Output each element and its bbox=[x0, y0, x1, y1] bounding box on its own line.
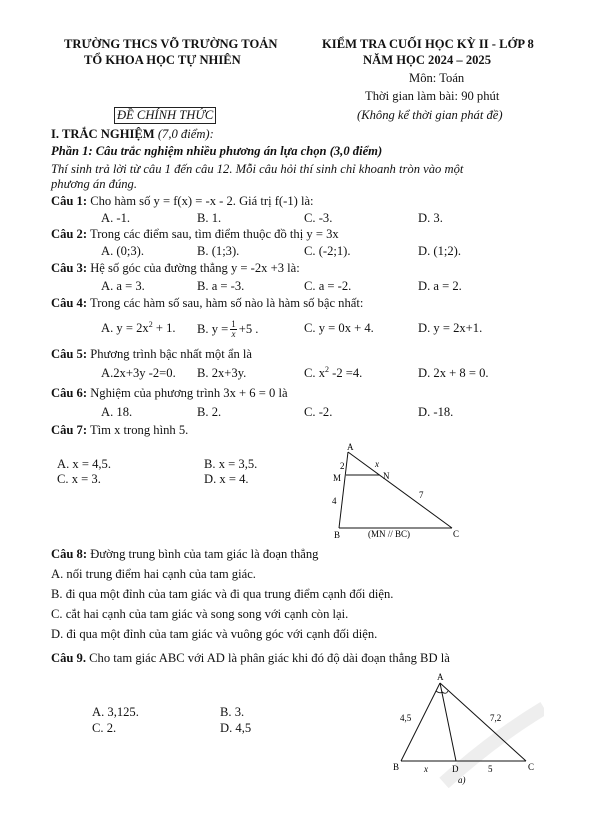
question-4 bbox=[51, 296, 363, 311]
length-an: x bbox=[375, 459, 379, 469]
denominator: x bbox=[231, 328, 236, 339]
q3-option-b[interactable]: B. a = -3. bbox=[197, 279, 245, 293]
figure-a-bisector-triangle bbox=[384, 668, 544, 788]
q4-option-c[interactable]: C. y = 0x + 4. bbox=[304, 321, 374, 335]
question-label: Câu 1: bbox=[51, 194, 88, 208]
department-name: TỔ KHOA HỌC TỰ NHIÊN bbox=[84, 53, 241, 67]
q1-option-c[interactable]: C. -3. bbox=[304, 211, 333, 225]
q6-option-b[interactable]: B. 2. bbox=[197, 405, 222, 419]
question-label: Câu 3: bbox=[51, 261, 88, 275]
vertex-b-label: B bbox=[334, 530, 341, 540]
duration: Thời gian làm bài: 90 phút bbox=[365, 89, 500, 103]
q1-option-a[interactable]: A. -1. bbox=[101, 211, 131, 225]
side-ac bbox=[348, 452, 452, 528]
question-label: Câu 8: bbox=[51, 547, 88, 561]
q5-option-b[interactable]: B. 2x+3y. bbox=[197, 366, 247, 380]
q7-option-b[interactable]: B. x = 3,5. bbox=[204, 457, 258, 471]
q9-option-d[interactable]: D. 4,5 bbox=[220, 721, 252, 735]
section-heading bbox=[51, 127, 214, 142]
length-bd: x bbox=[424, 764, 428, 774]
point-n-label: N bbox=[383, 471, 390, 481]
question-label: Câu 9. bbox=[51, 651, 86, 665]
point-m-label: M bbox=[333, 473, 342, 483]
q2-option-d[interactable]: D. (1;2). bbox=[418, 244, 462, 258]
q4-option-a[interactable] bbox=[101, 321, 176, 336]
question-8 bbox=[51, 547, 318, 562]
q5-option-c[interactable] bbox=[304, 366, 362, 381]
q6-option-a[interactable]: A. 18. bbox=[101, 405, 133, 419]
exponent: 2 bbox=[325, 365, 329, 374]
question-text: Cho hàm số y = f(x) = -x - 2. Giá trị f(-1) là: bbox=[90, 194, 314, 208]
length-nc: 7 bbox=[419, 490, 424, 500]
question-9 bbox=[51, 651, 450, 666]
vertex-c-label: C bbox=[453, 529, 460, 539]
part1-title: Phần 1: Câu trắc nghiệm nhiều phương án lựa chọn (3,0 điểm) bbox=[51, 144, 383, 158]
vertex-a-label: A bbox=[437, 672, 444, 682]
q3-option-d[interactable]: D. a = 2. bbox=[418, 279, 462, 293]
q7-option-d[interactable]: D. x = 4. bbox=[204, 472, 249, 486]
section-points: (7,0 điểm): bbox=[157, 127, 214, 141]
option-text: A. y = 2x bbox=[101, 321, 149, 335]
angle-mark-right bbox=[442, 691, 448, 693]
q8-option-b[interactable]: B. đi qua một đỉnh của tam giác và đi qua trung điểm cạnh đối diện. bbox=[51, 587, 394, 601]
q1-option-b[interactable]: B. 1. bbox=[197, 211, 222, 225]
question-text: Tìm x trong hình 5. bbox=[89, 423, 189, 437]
question-label: Câu 4: bbox=[51, 296, 88, 310]
q6-option-d[interactable]: D. -18. bbox=[418, 405, 454, 419]
fraction bbox=[230, 320, 237, 339]
question-2 bbox=[51, 227, 339, 242]
option-text: +5 . bbox=[238, 321, 259, 336]
duration-note: (Không kể thời gian phát đề) bbox=[357, 108, 503, 122]
q2-option-b[interactable]: B. (1;3). bbox=[197, 244, 240, 258]
point-d-label: D bbox=[452, 764, 459, 774]
length-ac: 7,2 bbox=[490, 713, 502, 723]
option-text: B. y = bbox=[197, 321, 229, 336]
length-ab: 4,5 bbox=[400, 713, 412, 723]
q7-option-a[interactable]: A. x = 4,5. bbox=[57, 457, 111, 471]
q9-option-c[interactable]: C. 2. bbox=[92, 721, 117, 735]
q5-option-d[interactable]: D. 2x + 8 = 0. bbox=[418, 366, 489, 380]
vertex-b-label: B bbox=[393, 762, 400, 772]
question-5 bbox=[51, 347, 252, 362]
q7-option-c[interactable]: C. x = 3. bbox=[57, 472, 101, 486]
q8-option-a[interactable]: A. nối trung điểm hai cạnh của tam giác. bbox=[51, 567, 256, 581]
q4-option-d[interactable]: D. y = 2x+1. bbox=[418, 321, 483, 335]
q4-option-b[interactable] bbox=[197, 315, 258, 343]
question-text: Đường trung bình của tam giác là đoạn thẳng bbox=[90, 547, 319, 561]
school-name: TRƯỜNG THCS VÕ TRƯỜNG TOẢN bbox=[64, 37, 278, 51]
parallel-note: (MN // BC) bbox=[368, 529, 411, 539]
instruction-line-2: phương án đúng. bbox=[51, 177, 138, 191]
q3-option-a[interactable]: A. a = 3. bbox=[101, 279, 145, 293]
instruction-line-1: Thí sinh trả lời từ câu 1 đến câu 12. Mỗi câu hỏi thí sinh chỉ khoanh tròn vào một bbox=[51, 162, 464, 176]
subject: Môn: Toán bbox=[409, 71, 465, 85]
q1-option-d[interactable]: D. 3. bbox=[418, 211, 443, 225]
exam-title: KIỂM TRA CUỐI HỌC KỲ II - LỚP 8 bbox=[322, 37, 534, 51]
question-text: Trong các điểm sau, tìm điểm thuộc đồ thị y = 3x bbox=[89, 227, 339, 241]
numerator: 1 bbox=[231, 318, 236, 329]
option-text: + 1. bbox=[152, 321, 176, 335]
official-exam-stamp: ĐỀ CHÍNH THỨC bbox=[114, 107, 216, 124]
vertex-a-label: A bbox=[347, 442, 354, 452]
question-3 bbox=[51, 261, 300, 276]
length-am: 2 bbox=[340, 461, 345, 471]
q8-option-c[interactable]: C. cắt hai cạnh của tam giác và song song với cạnh còn lại. bbox=[51, 607, 349, 621]
q5-option-a[interactable]: A.2x+3y -2=0. bbox=[101, 366, 176, 380]
question-6 bbox=[51, 386, 288, 401]
question-label: Câu 5: bbox=[51, 347, 88, 361]
question-text: Nghiệm của phương trình 3x + 6 = 0 là bbox=[90, 386, 288, 400]
question-text: Phương trình bậc nhất một ẩn là bbox=[90, 347, 252, 361]
q9-option-a[interactable]: A. 3,125. bbox=[92, 705, 139, 719]
q8-option-d[interactable]: D. đi qua một đỉnh của tam giác và vuông góc với cạnh đối diện. bbox=[51, 627, 378, 641]
question-text: Trong các hàm số sau, hàm số nào là hàm số bậc nhất: bbox=[89, 296, 364, 310]
q2-option-a[interactable]: A. (0;3). bbox=[101, 244, 145, 258]
question-text: Hệ số góc của đường thẳng y = -2x +3 là: bbox=[90, 261, 300, 275]
option-text: -2 =4. bbox=[329, 366, 363, 380]
figure-5-triangle bbox=[320, 440, 470, 544]
length-dc: 5 bbox=[488, 764, 493, 774]
section-title: I. TRẮC NGHIỆM bbox=[51, 127, 155, 141]
length-mb: 4 bbox=[332, 496, 337, 506]
option-text: C. x bbox=[304, 366, 325, 380]
exponent: 2 bbox=[148, 320, 153, 329]
question-label: Câu 6: bbox=[51, 386, 88, 400]
question-label: Câu 2: bbox=[51, 227, 88, 241]
question-label: Câu 7: bbox=[51, 423, 88, 437]
school-year: NĂM HỌC 2024 – 2025 bbox=[363, 53, 492, 67]
q9-option-b[interactable]: B. 3. bbox=[220, 705, 245, 719]
q3-option-c[interactable]: C. a = -2. bbox=[304, 279, 352, 293]
question-text: Cho tam giác ABC với AD là phân giác khi đó độ dài đoạn thẳng BD là bbox=[89, 651, 450, 665]
q2-option-c[interactable]: C. (-2;1). bbox=[304, 244, 351, 258]
vertex-c-label: C bbox=[528, 762, 535, 772]
question-7 bbox=[51, 423, 188, 438]
figure-caption: a) bbox=[458, 775, 466, 785]
q6-option-c[interactable]: C. -2. bbox=[304, 405, 333, 419]
question-1 bbox=[51, 194, 314, 209]
